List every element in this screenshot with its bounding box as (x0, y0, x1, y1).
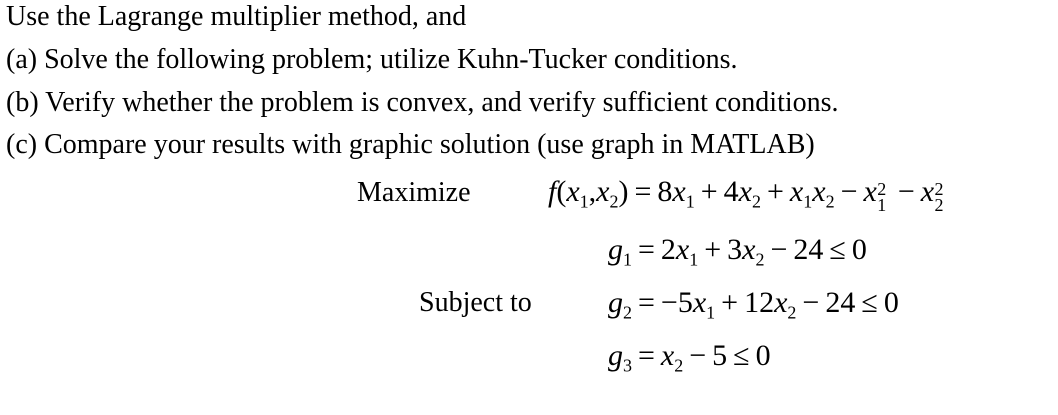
constraint-g2: $g_2 = -5x_1 + 12x_2 - 24 \le 0$ (608, 286, 899, 323)
objective-function: $f(x_1,x_2) = 8x_1 + 4x_2 + x_1x_2 - x$ 2 1 − x 2 2 (548, 175, 944, 215)
part-c-text: (c) Compare your results with graphic solution (use graph in MATLAB) (6, 129, 815, 160)
maximize-label: Maximize (357, 177, 471, 208)
subject-to-label: Subject to (419, 287, 532, 318)
constraint-g3: $g_3 = x_2 - 5 \le 0$ (608, 339, 771, 376)
constraint-g1: $g_1 = 2x_1 + 3x_2 - 24 \le 0$ (608, 233, 867, 270)
part-a-text: (a) Solve the following problem; utilize Kuhn-Tucker conditions. (6, 44, 738, 75)
part-b-text: (b) Verify whether the problem is convex, and verify sufficient conditions. (6, 87, 839, 118)
intro-text: Use the Lagrange multiplier method, and (6, 1, 467, 32)
